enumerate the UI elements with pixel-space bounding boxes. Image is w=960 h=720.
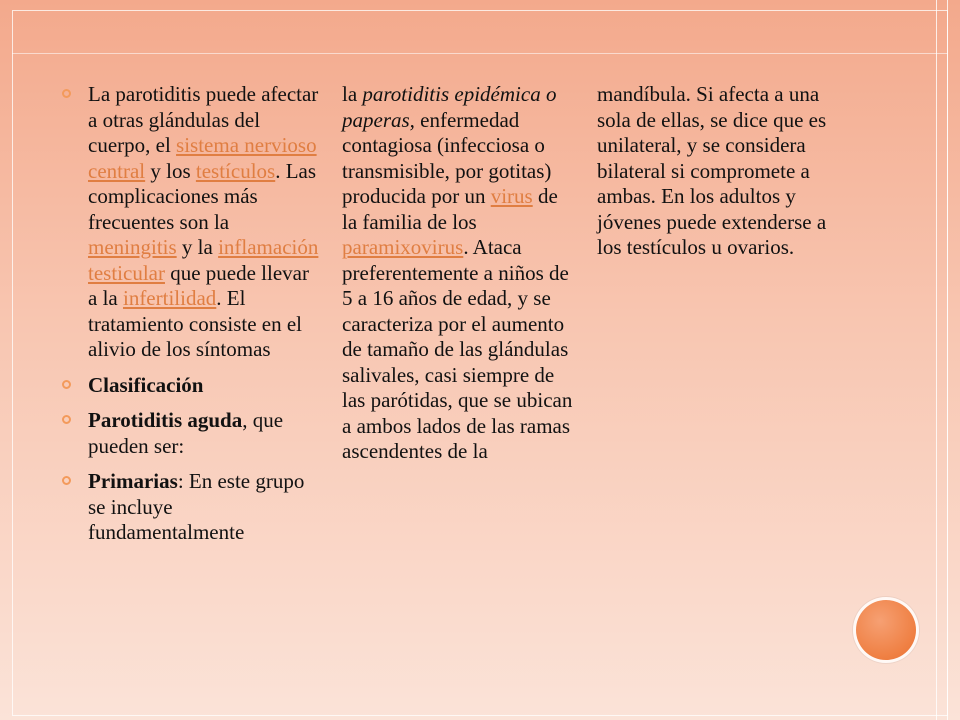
link-inflamacion-testicular[interactable]: inflamación testicular — [88, 235, 319, 285]
term-parotiditis-aguda: Parotiditis aguda — [88, 408, 243, 432]
paragraph-text: de la familia de los — [342, 184, 558, 234]
link-meningitis[interactable]: meningitis — [88, 235, 177, 259]
paragraph-text: . Ataca preferentemente a niños de 5 a 16 años de edad, y se caracteriza por el aumento de tamaño de las glándulas salivales, casi siempre de las parótidas, que se ubican a ambos lados de las ramas ascendentes de la — [342, 235, 573, 463]
link-sistema-nervioso-central[interactable]: sistema nervioso central — [88, 133, 317, 183]
paragraph-text: mandíbula. Si afecta a una sola de ellas, se dice que es unilateral, y se considera bilateral si compromete a ambas. En los adultos y jóvenes puede extenderse a los testículos u ovarios. — [597, 82, 827, 259]
paragraph-text: enfermedad contagiosa (infecciosa o transmisible, por gotitas) producida por un — [342, 107, 552, 208]
paragraph-text: y la — [176, 235, 219, 259]
text-column-3 — [597, 82, 831, 261]
term-primarias: Primarias — [88, 469, 178, 493]
bullet-icon — [62, 380, 71, 389]
paragraph-text: la — [342, 82, 363, 106]
frame-line — [12, 53, 948, 54]
heading-clasificacion: Clasificación — [88, 372, 204, 397]
bullet-paragraph — [62, 469, 322, 546]
frame-line — [947, 0, 948, 720]
paragraph-text: que puede llevar a la — [88, 260, 309, 310]
bullet-icon — [62, 476, 71, 485]
paragraph-text: y los — [145, 158, 196, 183]
paragraph-text: : En este grupo se incluye fundamentalmente — [88, 469, 305, 544]
link-infertilidad[interactable]: infertilidad — [122, 286, 217, 310]
decorative-circle — [853, 597, 919, 663]
text-column-1 — [62, 82, 322, 556]
bullet-paragraph — [62, 408, 322, 459]
paragraph — [342, 82, 574, 465]
link-virus[interactable]: virus — [490, 184, 533, 208]
italic-term: parotiditis epidémica o paperas, — [342, 82, 557, 132]
bullet-icon — [62, 89, 71, 98]
link-testiculos[interactable]: testículos — [195, 158, 276, 183]
frame-line — [936, 0, 937, 720]
paragraph-text: La parotiditis puede afectar a otras glándulas del cuerpo, el — [88, 82, 319, 157]
paragraph-text: . Las complicaciones más frecuentes son la — [88, 158, 317, 234]
bullet-icon — [62, 415, 71, 424]
paragraph-text: , que pueden ser: — [88, 408, 284, 458]
link-paramixovirus[interactable]: paramixovirus — [342, 235, 464, 259]
text-column-2 — [342, 82, 574, 465]
bullet-paragraph — [62, 373, 322, 399]
paragraph-text: . El tratamiento consiste en el alivio de los síntomas — [88, 286, 303, 361]
bullet-paragraph — [62, 82, 322, 363]
